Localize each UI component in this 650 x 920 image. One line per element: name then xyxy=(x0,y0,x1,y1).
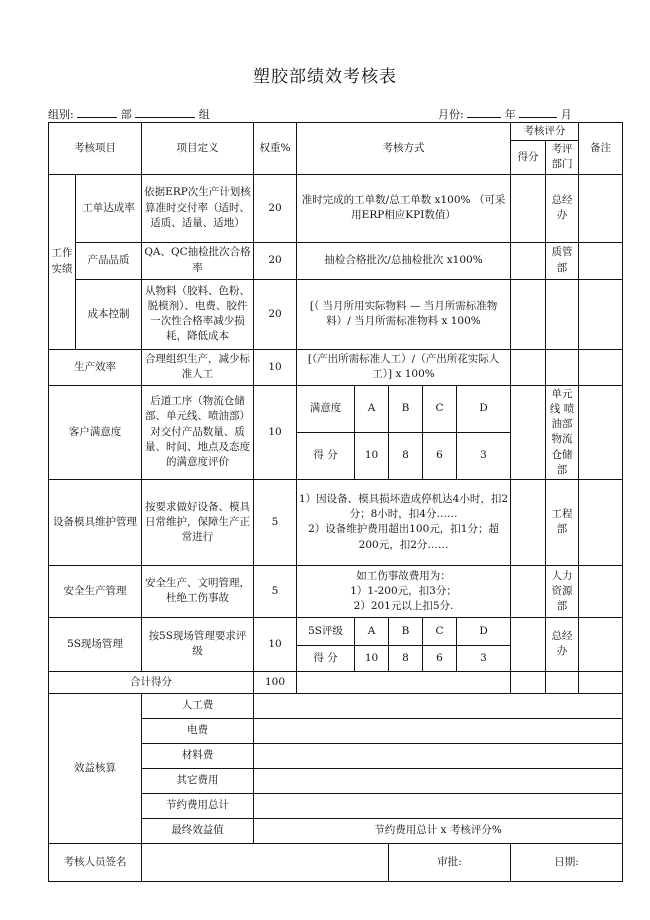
grade-cell: B xyxy=(389,617,423,645)
points-cell: 3 xyxy=(457,432,511,479)
approval-label: 审批: xyxy=(437,855,462,868)
points-cell: 6 xyxy=(423,645,457,671)
item-definition: 安全生产、文明管理，杜绝工伤事故 xyxy=(142,565,254,617)
benefit-value[interactable] xyxy=(254,793,623,818)
item-definition: QA、QC抽检批次合格率 xyxy=(142,242,254,279)
item-dept xyxy=(546,349,579,385)
item-name: 安全生产管理 xyxy=(49,565,142,617)
item-weight: 5 xyxy=(254,479,297,565)
year-label: 年 xyxy=(504,108,516,121)
item-weight: 10 xyxy=(254,617,297,671)
item-weight: 20 xyxy=(254,174,297,242)
item-score[interactable] xyxy=(511,565,546,617)
grid-row-label: 5S评级 xyxy=(297,617,355,645)
item-score[interactable] xyxy=(511,349,546,385)
benefit-row-label: 人工费 xyxy=(142,693,254,718)
dept-blank[interactable] xyxy=(135,106,195,118)
total-method xyxy=(297,671,511,693)
item-dept: 工程部 xyxy=(546,479,579,565)
item-score[interactable] xyxy=(511,385,546,479)
benefit-row-label: 材料费 xyxy=(142,743,254,768)
item-name: 5S现场管理 xyxy=(49,617,142,671)
item-name: 客户满意度 xyxy=(49,385,142,479)
item-definition: 按5S现场管理要求评级 xyxy=(142,617,254,671)
points-cell: 6 xyxy=(423,432,457,479)
method-line: 2）201元以上扣5分. xyxy=(353,600,454,613)
group-blank[interactable] xyxy=(77,106,117,118)
date-field[interactable] xyxy=(511,843,623,881)
group-label: 组别: xyxy=(48,108,74,121)
item-weight: 20 xyxy=(254,279,297,349)
benefit-row-label: 电费 xyxy=(142,718,254,743)
item-score[interactable] xyxy=(511,479,546,565)
points-cell: 8 xyxy=(389,432,423,479)
item-dept: 总经办 xyxy=(546,617,579,671)
method-line: 1）因设备、模具损坏造成停机达4小时，扣2分；8小时，扣4分…… xyxy=(299,493,509,521)
item-remark[interactable] xyxy=(579,565,623,617)
page-title: 塑胶部绩效考核表 xyxy=(253,67,397,87)
item-method: [（产出所需标准人工）/（产出所花实际人工）] x 100% xyxy=(297,349,511,385)
item-definition: 依据ERP次生产计划核算准时交付率（适时、适质、适量、适地） xyxy=(142,174,254,242)
grade-cell: A xyxy=(355,385,389,432)
date-label: 日期: xyxy=(554,855,579,868)
item-remark[interactable] xyxy=(579,242,623,279)
item-remark[interactable] xyxy=(579,479,623,565)
grade-cell: D xyxy=(457,617,511,645)
benefit-value[interactable] xyxy=(254,693,623,718)
group-field xyxy=(48,106,210,122)
item-remark[interactable] xyxy=(579,349,623,385)
item-method xyxy=(297,479,511,565)
year-blank[interactable] xyxy=(467,106,501,118)
assessment-table xyxy=(48,122,623,882)
work-results-label: 工作实绩 xyxy=(51,247,73,275)
month-blank[interactable] xyxy=(519,106,557,118)
header-score-group: 考核评分 xyxy=(511,123,579,141)
item-definition: 后道工序（物流仓储部、单元线、喷油部）对交付产品数量、质量、时间、地点及态度的满意度评价 xyxy=(142,385,254,479)
month-unit: 月 xyxy=(560,108,572,121)
item-definition: 合理组织生产，减少标准人工 xyxy=(142,349,254,385)
assessor-signature[interactable] xyxy=(142,843,389,881)
points-cell: 10 xyxy=(355,645,389,671)
item-name: 成本控制 xyxy=(76,279,142,349)
item-weight: 10 xyxy=(254,385,297,479)
method-line: 2）设备维护费用超出100元，扣1分；超200元，扣2分…… xyxy=(308,523,499,551)
benefit-value[interactable] xyxy=(254,718,623,743)
total-score[interactable] xyxy=(511,671,546,693)
header-remark: 备注 xyxy=(579,123,623,175)
benefit-row-label: 节约费用总计 xyxy=(142,793,254,818)
item-definition: 按要求做好设备、模具日常维护，保障生产正常进行 xyxy=(142,479,254,565)
item-score[interactable] xyxy=(511,174,546,242)
item-dept: 质管部 xyxy=(546,242,579,279)
grade-cell: C xyxy=(423,385,457,432)
item-weight: 5 xyxy=(254,565,297,617)
points-cell: 8 xyxy=(389,645,423,671)
grade-cell: C xyxy=(423,617,457,645)
header-definition: 项目定义 xyxy=(142,123,254,175)
item-method: 抽检合格批次/总抽检批次 x100% xyxy=(297,242,511,279)
item-weight: 20 xyxy=(254,242,297,279)
approval-field[interactable] xyxy=(389,843,511,881)
method-line: 1）1-200元，扣3分； xyxy=(350,584,457,597)
benefit-label: 效益核算 xyxy=(49,693,142,843)
dept-label: 部 xyxy=(120,108,132,121)
header-dept: 考评部门 xyxy=(546,141,579,174)
header-item: 考核项目 xyxy=(49,123,142,175)
grid-row-label: 得 分 xyxy=(297,645,355,671)
item-name: 产品品质 xyxy=(76,242,142,279)
item-definition: 从物料（胶料、色粉、脱模剂）、电费、胶件一次性合格率减少损耗，降低成本 xyxy=(142,279,254,349)
work-results-group xyxy=(49,174,76,349)
grid-row-label: 得 分 xyxy=(297,432,355,479)
item-name: 工单达成率 xyxy=(76,174,142,242)
benefit-final-formula: 节约费用总计 x 考核评分% xyxy=(254,818,623,843)
month-field xyxy=(438,106,572,122)
item-remark[interactable] xyxy=(579,617,623,671)
benefit-value[interactable] xyxy=(254,768,623,793)
item-remark[interactable] xyxy=(579,174,623,242)
item-score[interactable] xyxy=(511,617,546,671)
benefit-row-label: 其它费用 xyxy=(142,768,254,793)
item-dept: 人力资源部 xyxy=(546,565,579,617)
month-label: 月份: xyxy=(438,108,464,121)
method-line: 如工伤事故费用为： xyxy=(356,569,451,582)
item-remark[interactable] xyxy=(579,279,623,349)
item-method: [（ 当月所用实际物料 — 当月所需标准物料）/ 当月所需标准物料 x 100% xyxy=(297,279,511,349)
total-weight: 100 xyxy=(254,671,297,693)
item-score[interactable] xyxy=(511,279,546,349)
item-name: 设备模具维护管理 xyxy=(49,479,142,565)
item-name: 生产效率 xyxy=(49,349,142,385)
benefit-row-label: 最终效益值 xyxy=(142,818,254,843)
grid-row-label: 满意度 xyxy=(297,385,355,432)
item-score[interactable] xyxy=(511,242,546,279)
item-dept: 单元线 喷油部 物流仓储部 xyxy=(546,385,579,479)
item-remark[interactable] xyxy=(579,385,623,479)
grade-cell: A xyxy=(355,617,389,645)
item-dept xyxy=(546,279,579,349)
header-score: 得分 xyxy=(511,141,546,174)
points-cell: 3 xyxy=(457,645,511,671)
item-weight: 10 xyxy=(254,349,297,385)
header-method: 考核方式 xyxy=(297,123,511,175)
item-dept: 总经办 xyxy=(546,174,579,242)
total-dept xyxy=(546,671,579,693)
team-label: 组 xyxy=(198,108,210,121)
points-cell: 10 xyxy=(355,432,389,479)
benefit-value[interactable] xyxy=(254,743,623,768)
grade-cell: D xyxy=(457,385,511,432)
header-weight: 权重% xyxy=(254,123,297,175)
item-method: 准时完成的工单数/总工单数 x100% （可采用ERP相应KPI数值） xyxy=(297,174,511,242)
grade-cell: B xyxy=(389,385,423,432)
total-label: 合计得分 xyxy=(49,671,254,693)
total-remark[interactable] xyxy=(579,671,623,693)
item-method xyxy=(297,565,511,617)
assessor-label: 考核人员签名 xyxy=(49,843,142,881)
